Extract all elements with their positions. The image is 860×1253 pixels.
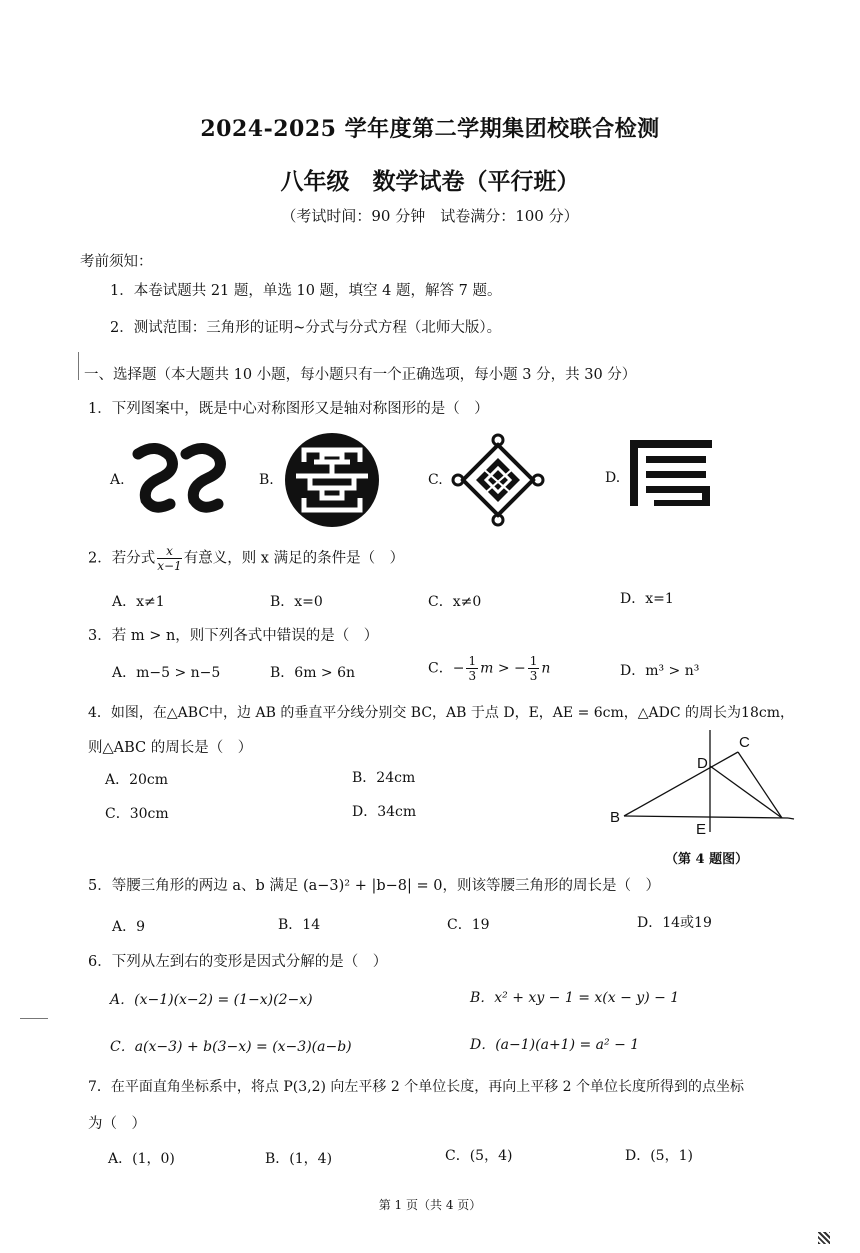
q3-option-c [428,655,550,682]
exam-subtitle: 八年级 数学试卷（平行班） [280,168,580,195]
frac-den: 3 [529,669,538,683]
q2-suffix: 有意义，则 x 满足的条件是（ ） [183,550,405,567]
exam-title: 2024-2025 学年度第二学期集团校联合检测 [200,116,660,142]
q7-option-a: A．(1，0) [108,1151,175,1167]
exam-info: （考试时间：90 分钟 试卷满分：100 分） [281,207,579,225]
q4-option-c: C．30cm [105,806,169,822]
notice-heading: 考前须知： [80,254,153,270]
question-4-line2: 则△ABC 的周长是（ ） [88,740,253,756]
section-heading: 一、选择题（本大题共 10 小题，每小题只有一个正确选项，每小题 3 分，共 30 分） [84,367,637,383]
label-c: C [739,734,750,751]
question-7-line1: 7．在平面直角坐标系中，将点 P(3,2) 向左平移 2 个单位长度，再向上平移 2 个单位长度所得到的点坐标 [88,1079,745,1095]
frac-num: 1 [468,654,477,668]
scan-mark [20,1018,48,1019]
q3-option-c-label: C．− [428,660,465,677]
q4-option-b: B．24cm [352,770,416,786]
label-e: E [696,821,707,838]
q1-option-d: D. [605,470,621,486]
q3-c-mid: m > − [480,660,526,677]
q2-option-a: A．x≠1 [112,594,165,610]
q3-c-fraction-2 [528,655,540,682]
q2-frac-num: x [157,545,181,559]
q4-figure-caption: （第 4 题图） [665,852,749,867]
q2-frac-den: x−1 [157,559,182,573]
page-footer: 第 1 页（共 4 页） [378,1198,482,1212]
q1-option-a: A. [110,472,125,488]
q7-option-d: D．(5，1) [625,1148,693,1164]
q1-option-c: C. [428,472,443,488]
frac-num: 1 [529,654,538,668]
q7-option-c: C．(5，4) [445,1148,513,1164]
q3-c-fraction-1 [466,655,478,682]
q6-option-a: A．(x−1)(x−2) = (1−x)(2−x) [110,992,313,1008]
q6-option-d: D．(a−1)(a+1) = a² − 1 [470,1037,640,1053]
frac-den: 3 [468,669,477,683]
question-5-stem: 5．等腰三角形的两边 a、b 满足 (a−3)² + |b−8| = 0，则该等腰三角形的周长是（ ） [88,878,661,894]
notice-item: 2．测试范围：三角形的证明~分式与分式方程（北师大版）。 [110,320,502,336]
q5-option-a: A．9 [112,919,146,935]
question-3-stem: 3．若 m > n，则下列各式中错误的是（ ） [88,628,379,644]
question-4-line1: 4．如图，在△ABC中，边 AB 的垂直平分线分别交 BC，AB 于点 D，E，AE = 6cm，△ADC 的周长为18cm， [88,705,794,721]
question-2-stem [88,545,404,572]
pattern-b-icon [282,432,382,528]
qr-code-icon [818,1232,830,1244]
q4-option-d: D．34cm [352,804,417,820]
q2-option-b: B．x=0 [270,594,323,610]
q5-option-b: B．14 [278,917,321,933]
q2-option-d: D．x=1 [620,591,674,607]
pattern-a-icon [130,440,226,516]
q4-triangle-figure [608,728,808,840]
question-6-stem: 6．下列从左到右的变形是因式分解的是（ ） [88,954,388,970]
question-1-stem: 1．下列图案中，既是中心对称图形又是轴对称图形的是（ ） [88,401,489,417]
q3-option-d: D．m³ > n³ [620,663,700,679]
q5-option-c: C．19 [447,917,490,933]
pattern-c-icon [450,432,546,528]
q3-option-b: B．6m > 6n [270,665,356,681]
scan-mark [78,352,79,380]
q3-option-a: A．m−5 > n−5 [112,665,221,681]
pattern-d-icon [628,438,714,510]
q5-option-d: D．14或19 [637,915,712,931]
question-7-line2: 为（ ） [88,1116,146,1132]
q1-option-b: B. [259,472,274,488]
q2-fraction [157,545,181,572]
q2-option-c: C．x≠0 [428,594,482,610]
label-d: D [697,755,708,772]
q3-c-end: n [541,660,551,677]
q2-prefix: 2．若分式 [88,550,156,567]
q7-option-b: B．(1，4) [265,1151,333,1167]
q6-option-c: C．a(x−3) + b(3−x) = (x−3)(a−b) [110,1039,352,1055]
q6-option-b: B．x² + xy − 1 = x(x − y) − 1 [470,990,680,1006]
notice-item: 1．本卷试题共 21 题，单选 10 题，填空 4 题，解答 7 题。 [110,283,502,299]
q4-option-a: A．20cm [105,772,169,788]
label-b: B [610,809,621,826]
